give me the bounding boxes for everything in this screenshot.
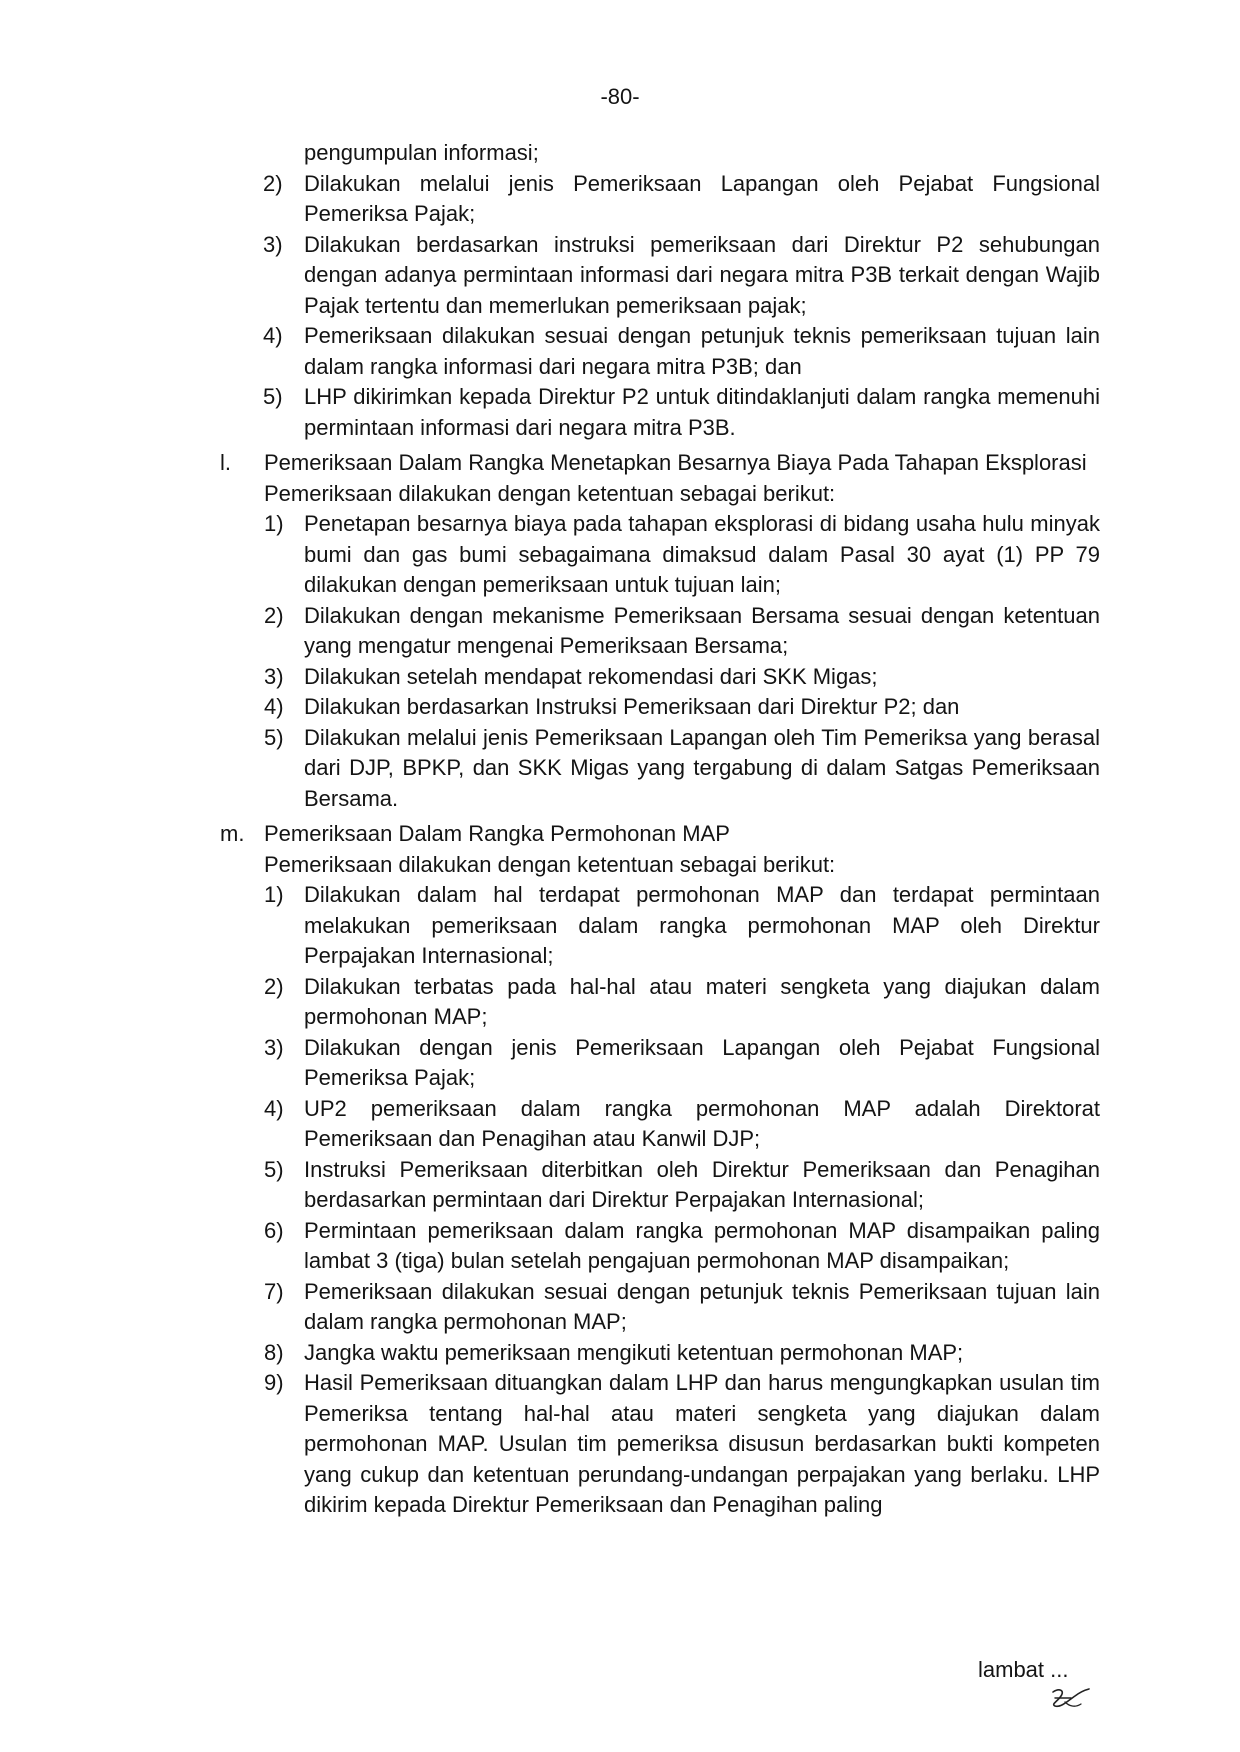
section-lead: Pemeriksaan dilakukan dengan ketentuan sebagai berikut: <box>264 851 836 877</box>
handwritten-initial-icon <box>1045 1684 1091 1714</box>
item-text: Dilakukan berdasarkan Instruksi Pemeriksaan dari Direktur P2; dan <box>304 694 960 719</box>
section-k-list <box>220 169 1100 444</box>
item-number: 5) <box>264 724 284 750</box>
section-lead: Pemeriksaan dilakukan dengan ketentuan sebagai berikut: <box>264 480 836 506</box>
item-text: Hasil Pemeriksaan dituangkan dalam LHP dan harus mengungkapkan usulan tim Pemeriksa tentang hal-hal atau materi sengketa yang diajukan dalam permohonan MAP. Usulan tim pemeriksa disusun berdasarkan bukti kompeten yang cukup dan ketentuan perundang-undangan perpajakan yang berlaku. LHP dikirim kepada Direktur Pemeriksaan dan Penagihan paling <box>304 1370 1100 1517</box>
item-number: 8) <box>264 1339 284 1365</box>
list-item <box>264 972 1100 1033</box>
section-l <box>220 448 1100 814</box>
item-text: Dilakukan dengan jenis Pemeriksaan Lapangan oleh Pejabat Fungsional Pemeriksa Pajak; <box>304 1034 1100 1090</box>
list-item <box>264 1155 1100 1216</box>
item-text: Permintaan pemeriksaan dalam rangka permohonan MAP disampaikan paling lambat 3 (tiga) bulan setelah pengajuan permohonan MAP disampaikan; <box>304 1217 1100 1273</box>
item-text: Dilakukan dalam hal terdapat permohonan MAP dan terdapat permintaan melakukan pemeriksaan dalam rangka permohonan MAP oleh Direktur Perpajakan Internasional; <box>304 882 1100 968</box>
item-number: 2) <box>263 170 283 196</box>
item-number: 3) <box>264 663 284 689</box>
item-number: 4) <box>264 1095 284 1121</box>
list-item <box>264 1033 1100 1094</box>
list-item <box>264 880 1100 972</box>
item-number: 1) <box>264 511 284 536</box>
list-item <box>264 601 1100 662</box>
list-item <box>264 1277 1100 1338</box>
section-heading: Pemeriksaan Dalam Rangka Permohonan MAP <box>264 821 730 846</box>
item-number: 4) <box>264 694 284 719</box>
previous-item-continuation: pengumpulan informasi; <box>304 140 539 165</box>
list-item <box>264 1216 1100 1277</box>
continuation-catchword: lambat ... <box>978 1657 1069 1682</box>
section-heading: Pemeriksaan Dalam Rangka Menetapkan Besarnya Biaya Pada Tahapan Eksplorasi <box>264 450 1087 475</box>
item-text: Instruksi Pemeriksaan diterbitkan oleh Direktur Pemeriksaan dan Penagihan berdasarkan permintaan dari Direktur Perpajakan Internasional; <box>304 1156 1100 1212</box>
section-l-list <box>264 509 1100 814</box>
item-number: 3) <box>264 1034 284 1060</box>
list-item <box>264 1094 1100 1155</box>
item-number: 2) <box>264 973 284 999</box>
section-letter: m. <box>220 821 245 846</box>
item-text: Pemeriksaan dilakukan sesuai dengan petunjuk teknis Pemeriksaan tujuan lain dalam rangka permohonan MAP; <box>304 1278 1100 1334</box>
item-number: 5) <box>263 384 283 409</box>
document-body <box>220 138 1100 1521</box>
section-m-list <box>264 880 1100 1521</box>
paraf-initial-mark <box>1045 1684 1091 1714</box>
list-item <box>220 169 1100 230</box>
list-item <box>220 230 1100 322</box>
item-text: Dilakukan berdasarkan instruksi pemeriksaan dari Direktur P2 sehubungan dengan adanya permintaan informasi dari negara mitra P3B terkait dengan Wajib Pajak tertentu dan memerlukan pemeriksaan pajak; <box>304 231 1100 318</box>
list-item <box>220 382 1100 443</box>
item-text: Dilakukan dengan mekanisme Pemeriksaan Bersama sesuai dengan ketentuan yang mengatur mengenai Pemeriksaan Bersama; <box>304 602 1100 658</box>
item-text: Pemeriksaan dilakukan sesuai dengan petunjuk teknis pemeriksaan tujuan lain dalam rangka informasi dari negara mitra P3B; dan <box>304 323 1100 379</box>
item-number: 1) <box>264 882 284 907</box>
item-number: 2) <box>264 602 284 628</box>
list-item <box>264 509 1100 601</box>
item-text: Dilakukan melalui jenis Pemeriksaan Lapangan oleh Pejabat Fungsional Pemeriksa Pajak; <box>304 170 1100 226</box>
item-number: 5) <box>264 1156 284 1182</box>
item-number: 9) <box>264 1370 284 1395</box>
item-text: Jangka waktu pemeriksaan mengikuti ketentuan permohonan MAP; <box>304 1339 964 1365</box>
item-text: Penetapan besarnya biaya pada tahapan eksplorasi di bidang usaha hulu minyak bumi dan gas bumi sebagaimana dimaksud dalam Pasal 30 ayat (1) PP 79 dilakukan dengan pemeriksaan untuk tujuan lain; <box>304 511 1100 597</box>
section-m <box>220 819 1100 1521</box>
item-text: Dilakukan melalui jenis Pemeriksaan Lapangan oleh Tim Pemeriksa yang berasal dari DJP, BPKP, dan SKK Migas yang tergabung di dalam Satgas Pemeriksaan Bersama. <box>304 724 1100 811</box>
list-item <box>264 662 1100 693</box>
item-number: 3) <box>263 231 283 257</box>
list-item <box>220 321 1100 382</box>
page-number: -80- <box>600 84 640 109</box>
list-item <box>264 1368 1100 1521</box>
item-text: LHP dikirimkan kepada Direktur P2 untuk ditindaklanjuti dalam rangka memenuhi permintaan informasi dari negara mitra P3B. <box>304 384 1100 440</box>
list-item <box>264 692 1100 723</box>
item-number: 7) <box>264 1278 284 1304</box>
list-item <box>264 1338 1100 1369</box>
item-text: UP2 pemeriksaan dalam rangka permohonan MAP adalah Direktorat Pemeriksaan dan Penagihan atau Kanwil DJP; <box>304 1095 1100 1151</box>
item-text: Dilakukan terbatas pada hal-hal atau materi sengketa yang diajukan dalam permohonan MAP; <box>304 973 1100 1029</box>
item-text: Dilakukan setelah mendapat rekomendasi dari SKK Migas; <box>304 663 878 689</box>
item-number: 4) <box>263 323 283 348</box>
list-item <box>264 723 1100 815</box>
section-letter: l. <box>220 450 231 475</box>
item-number: 6) <box>264 1217 284 1243</box>
